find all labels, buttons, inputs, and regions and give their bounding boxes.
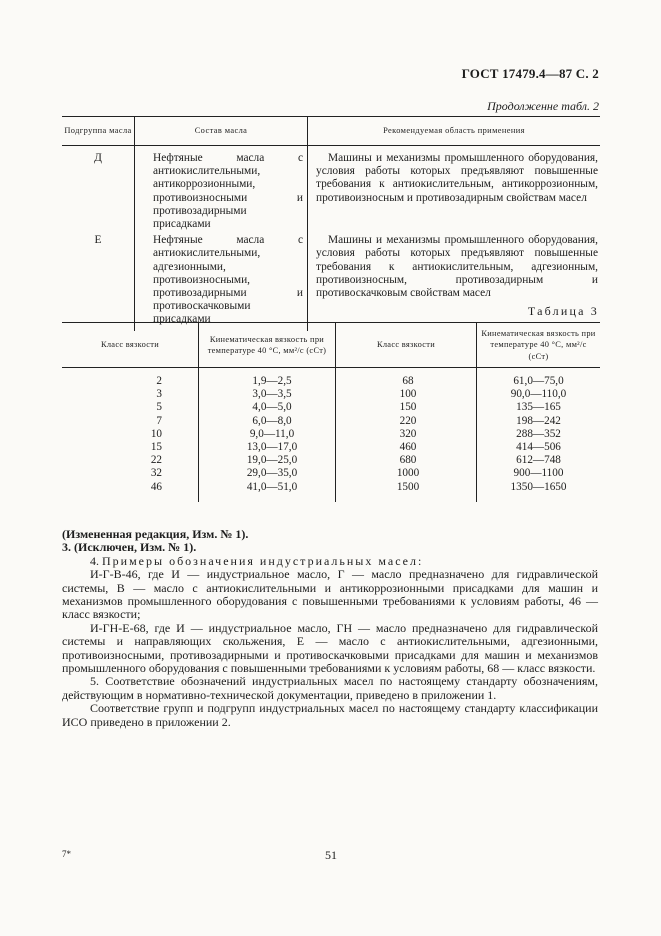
application-cell: Машины и механизмы промышленного оборудования, условия работы которых предъявляют повышенные требования к антиокислительным, адгезионным, противоизносным, противозадирным и противоскачковым свойствам масел <box>316 234 598 300</box>
item-3: 3. (Исключен, Изм. № 1). <box>62 540 197 555</box>
table-row <box>62 388 600 401</box>
kin-visc-cell: 900—1100 <box>477 467 601 480</box>
col-application: Рекомендуемая область применения <box>308 117 601 146</box>
table-row <box>62 467 600 480</box>
kin-visc-cell: 61,0—75,0 <box>477 368 601 389</box>
visc-class-cell: 680 <box>336 454 477 467</box>
col-visc-class-1: Класс вязкости <box>62 323 199 368</box>
kin-visc-cell: 414—506 <box>477 441 601 454</box>
kin-visc-cell: 9,0—11,0 <box>199 428 336 441</box>
col-subgroup: Подгруппа масла <box>62 117 135 146</box>
table-row <box>62 441 600 454</box>
kin-visc-cell: 4,0—5,0 <box>199 401 336 414</box>
application-cell: Машины и механизмы промышленного оборудования, условия работы которых предъявляют повышенные требования к антиокислительным, антикоррозионным, противоизносным и противозадирным свойствам масел <box>316 152 598 204</box>
composition-cell: Нефтяные масла с антиокислительными, адгезионными, противоизносными, противозадирными и противоскачковыми присадками <box>153 234 303 326</box>
visc-class-cell: 100 <box>336 388 477 401</box>
kin-visc-cell: 41,0—51,0 <box>199 481 336 502</box>
table-row <box>62 428 600 441</box>
page-number: 51 <box>325 848 337 862</box>
item-4-heading: 4. Примеры обозначения индустриальных масел: <box>90 553 424 568</box>
footnote-mark: 7* <box>62 849 71 859</box>
table2-header-row <box>62 117 600 146</box>
col-kin-visc-2: Кинематическая вязкость при температуре 40 °С, мм²/с (сСт) <box>477 323 601 368</box>
composition-cell: Нефтяные масла с антиокислительными, антикоррозионными, противоизносными и противозадирными присадками <box>153 152 303 231</box>
table-2 <box>62 116 600 331</box>
visc-class-cell: 15 <box>150 441 162 454</box>
item-6: Соответствие групп и подгрупп индустриальных масел по настоящему стандарту классификации ИСО приведено в приложении 2. <box>62 701 598 729</box>
subgroup-cell: Д <box>62 146 135 232</box>
visc-class-cell: 220 <box>336 415 477 428</box>
table3-header-row <box>62 323 600 368</box>
kin-visc-cell: 90,0—110,0 <box>477 388 601 401</box>
body-text <box>62 527 598 729</box>
visc-class-cell: 3 <box>156 388 162 401</box>
kin-visc-cell: 19,0—25,0 <box>199 454 336 467</box>
table-row <box>62 146 600 232</box>
table-row <box>62 368 600 389</box>
visc-class-cell: 150 <box>336 401 477 414</box>
kin-visc-cell: 135—165 <box>477 401 601 414</box>
page-header: ГОСТ 17479.4—87 С. 2 <box>461 66 599 81</box>
table-row <box>62 415 600 428</box>
visc-class-cell: 5 <box>156 401 162 414</box>
table-row <box>62 481 600 502</box>
visc-class-cell: 7 <box>156 414 162 427</box>
visc-class-cell: 68 <box>336 368 477 389</box>
visc-class-cell: 320 <box>336 428 477 441</box>
table3-caption: Таблица 3 <box>527 304 599 318</box>
table-row <box>62 454 600 467</box>
visc-class-cell: 1500 <box>336 481 477 502</box>
kin-visc-cell: 6,0—8,0 <box>199 415 336 428</box>
col-composition: Состав масла <box>135 117 308 146</box>
kin-visc-cell: 29,0—35,0 <box>199 467 336 480</box>
kin-visc-cell: 198—242 <box>477 415 601 428</box>
visc-class-cell: 32 <box>150 467 162 480</box>
kin-visc-cell: 288—352 <box>477 428 601 441</box>
example-2: И-ГН-Е-68, где И — индустриальное масло, ГН — масло предназначено для гидравлической системы и направляющих скольжения, Е — масло с антиокислительными, адгезионными, противоизносными, противозадирными и противоскачковыми присадками для машин и механизмов промышленного оборудования с повышенными требованиями к условиям работы, 68 — класс вязкости. <box>62 620 598 676</box>
example-1: И-Г-В-46, где И — индустриальное масло, Г — масло предназначено для гидравлической системы, В — масло с антиокислительными и антикоррозионными присадками для машин и механизмов промышленного оборудования с повышенными требованиями к условиям работы, 46 — класс вязкости; <box>62 567 598 622</box>
col-visc-class-2: Класс вязкости <box>336 323 477 368</box>
visc-class-cell: 46 <box>150 480 162 493</box>
table2-continued-label: Продолженне табл. 2 <box>487 99 599 113</box>
edited-note: (Измененная редакция, Изм. № 1). <box>62 527 249 541</box>
col-kin-visc-1: Кинематическая вязкость при температуре 40 °С, мм²/с (сСт) <box>199 323 336 368</box>
visc-class-cell: 22 <box>150 454 162 467</box>
kin-visc-cell: 612—748 <box>477 454 601 467</box>
table-3 <box>62 322 600 502</box>
kin-visc-cell: 3,0—3,5 <box>199 388 336 401</box>
table-row <box>62 401 600 414</box>
subgroup-cell: Е <box>62 231 135 330</box>
item-5: 5. Соответствие обозначений индустриальных масел по настоящему стандарту обозначениям, действующим в нормативно-технической документации, приведено в приложении 1. <box>62 674 598 702</box>
visc-class-cell: 2 <box>156 375 162 388</box>
kin-visc-cell: 1,9—2,5 <box>199 368 336 389</box>
table-row <box>62 231 600 330</box>
kin-visc-cell: 1350—1650 <box>477 481 601 502</box>
visc-class-cell: 460 <box>336 441 477 454</box>
visc-class-cell: 1000 <box>336 467 477 480</box>
visc-class-cell: 10 <box>150 427 162 440</box>
kin-visc-cell: 13,0—17,0 <box>199 441 336 454</box>
